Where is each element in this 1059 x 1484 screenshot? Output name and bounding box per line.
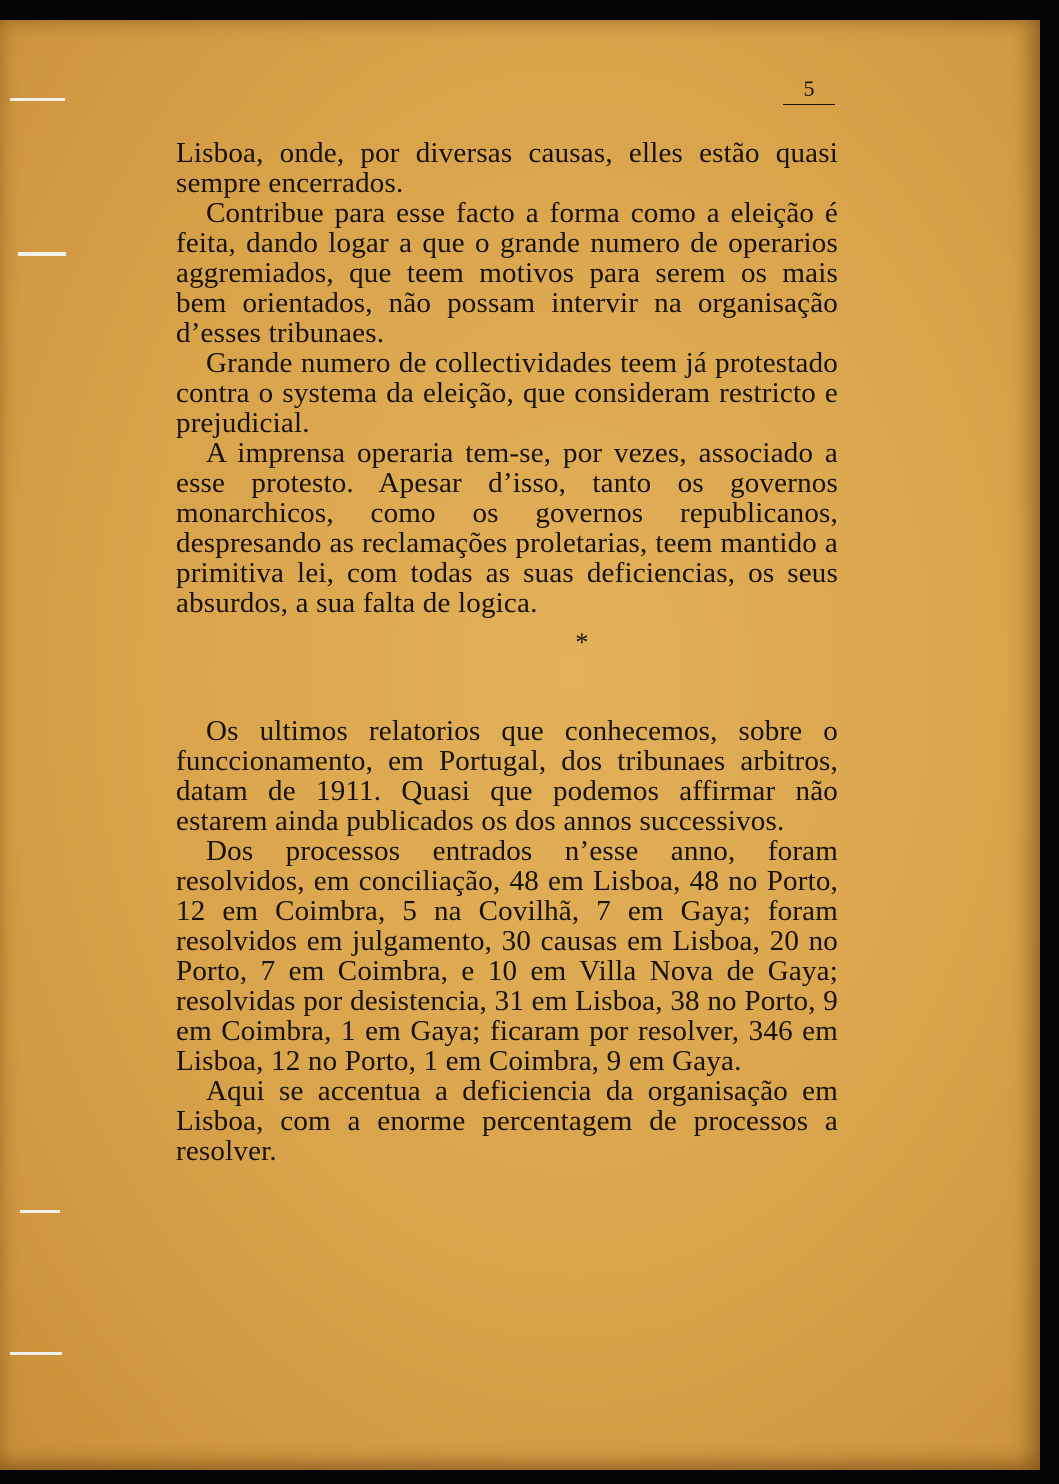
book-page	[0, 20, 1040, 1470]
paragraph: Contribue para esse facto a forma como a eleição é feita, dando logar a que o grande numero de operarios aggremiados, que teem motivos para serem os mais bem orientados, não possam intervir na organisação d’esses tribunaes.	[176, 197, 838, 349]
paragraph: A imprensa operaria tem-se, por vezes, associado a esse protesto. Apesar d’isso, tanto os governos monarchicos, como os governos republicanos, despresando as reclamações proletarias, teem mantido a primitiva lei, com todas as suas deficiencias, os seus absurdos, a sua falta de logica.	[176, 437, 838, 619]
paragraph: Aqui se accentua a deficiencia da organisação em Lisboa, com a enorme percentagem de processos a resolver.	[176, 1075, 838, 1167]
margin-mark	[10, 1352, 62, 1355]
margin-mark	[18, 252, 66, 256]
page-number: 5	[783, 76, 835, 105]
section-separator: *	[575, 628, 589, 657]
margin-mark	[10, 98, 65, 101]
paragraph: Grande numero de collectividades teem já protestado contra o systema da eleição, que consideram restricto e prejudicial.	[176, 347, 838, 439]
body-text	[176, 138, 838, 1166]
margin-mark	[20, 1210, 60, 1213]
paragraph: Lisboa, onde, por diversas causas, elles estão quasi sempre encerrados.	[176, 137, 838, 199]
paragraph: Os ultimos relatorios que conhecemos, sobre o funccionamento, em Portugal, dos tribunaes arbitros, datam de 1911. Quasi que podemos affirmar não estarem ainda publicados os dos annos successivos.	[176, 715, 838, 837]
paragraph: Dos processos entrados n’esse anno, foram resolvidos, em conciliação, 48 em Lisboa, 48 no Porto, 12 em Coimbra, 5 na Covilhã, 7 em Gaya; foram resolvidos em julgamento, 30 causas em Lisboa, 20 no Porto, 7 em Coimbra, e 10 em Villa Nova de Gaya; resolvidas por desistencia, 31 em Lisboa, 38 no Porto, 9 em Coimbra, 1 em Gaya; ficaram por resolver, 346 em Lisboa, 12 no Porto, 1 em Coimbra, 9 em Gaya.	[176, 835, 838, 1077]
